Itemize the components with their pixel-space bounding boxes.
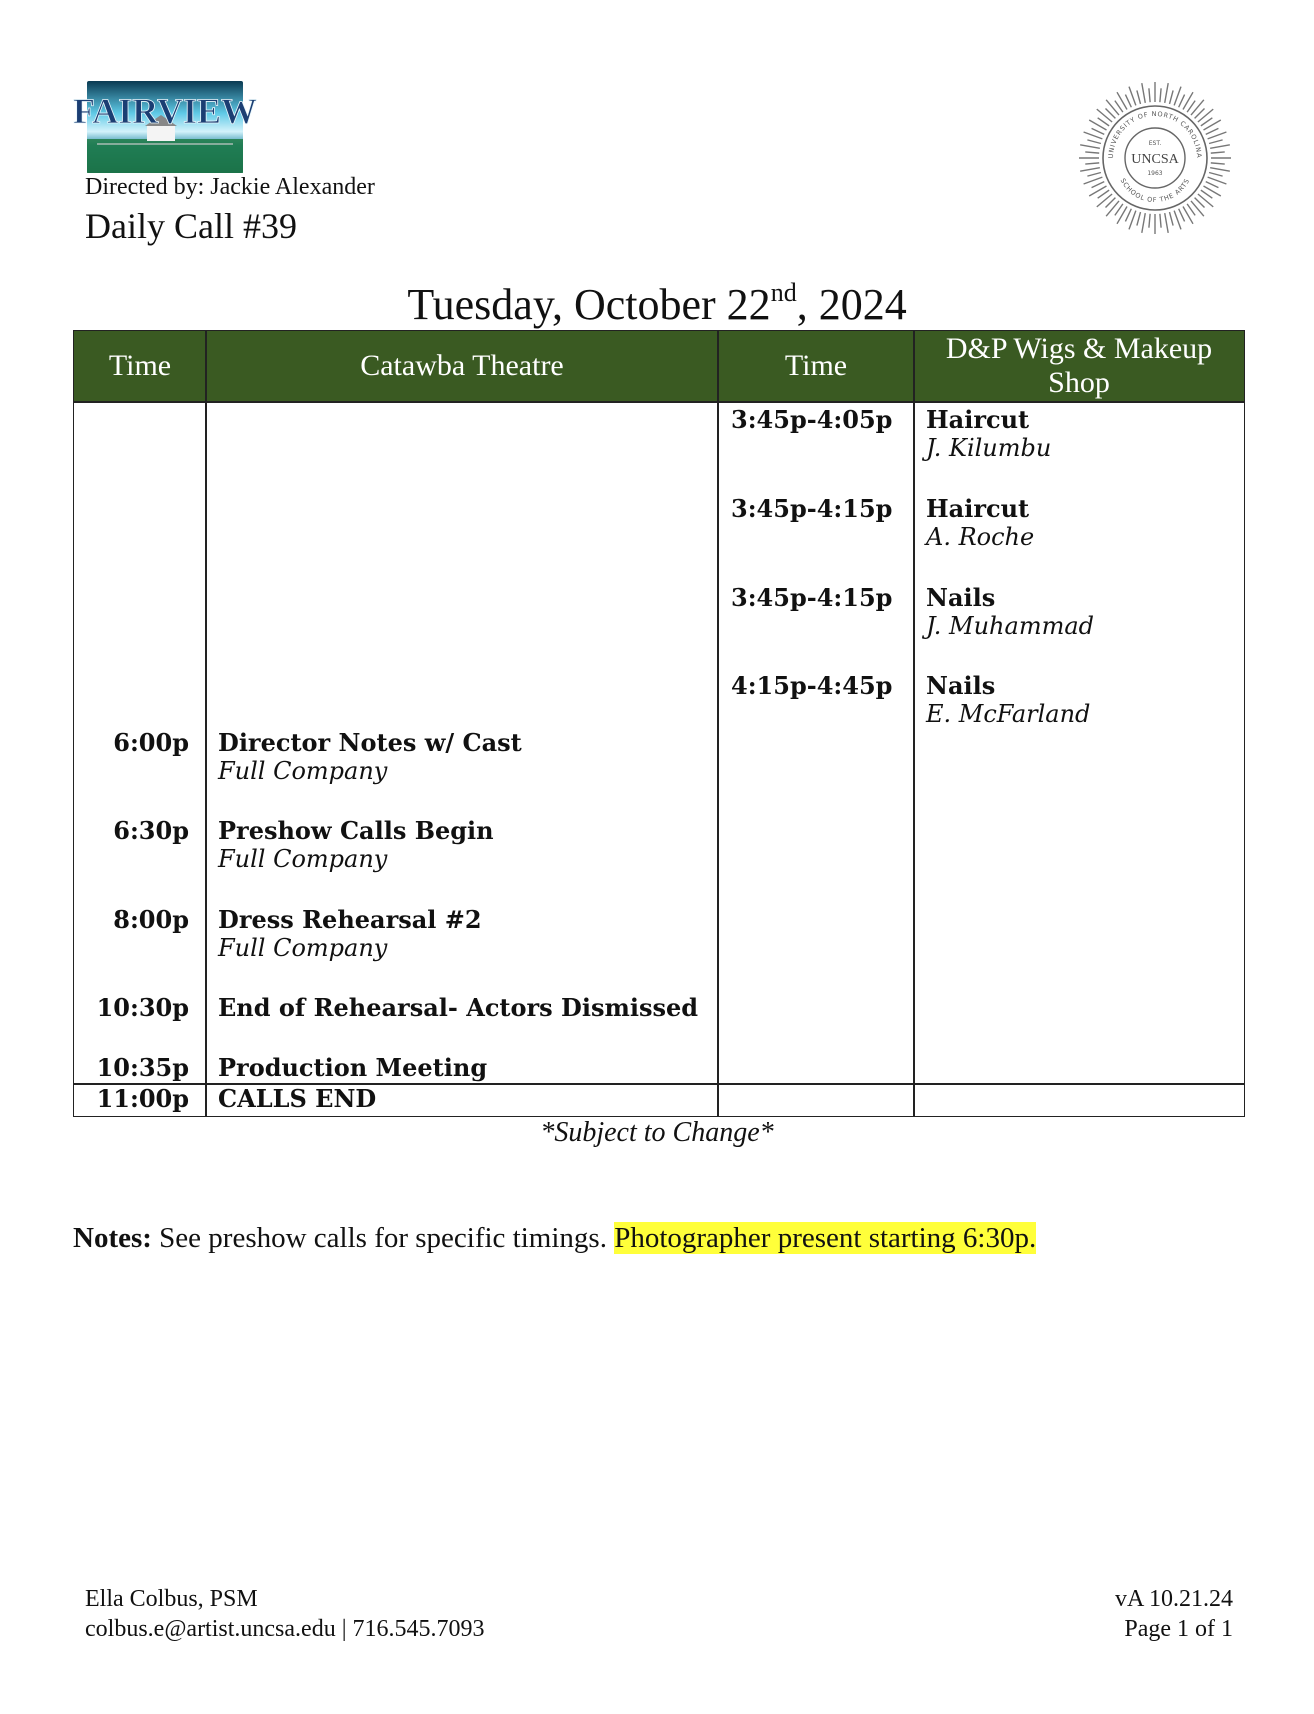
theatre-event-group: Full Company <box>218 845 388 873</box>
seal-est: EST. <box>1148 140 1162 147</box>
shop-time: 4:15p-4:45p <box>731 671 893 700</box>
shop-event-title: Nails <box>926 583 996 612</box>
notes-highlight: Photographer present starting 6:30p. <box>614 1222 1037 1254</box>
footer-contact: colbus.e@artist.uncsa.edu | 716.545.7093 <box>85 1616 485 1642</box>
schedule-table <box>73 330 1245 1117</box>
shop-time: 3:45p-4:15p <box>731 494 893 523</box>
theatre-time: 6:00p <box>113 728 189 757</box>
final-row-title: CALLS END <box>218 1084 377 1113</box>
theatre-event-title: Preshow Calls Begin <box>218 816 494 845</box>
theatre-event-title: End of Rehearsal- Actors Dismissed <box>218 993 699 1022</box>
theatre-time: 10:35p <box>96 1053 189 1082</box>
theatre-time: 8:00p <box>113 905 189 934</box>
shop-time: 3:45p-4:05p <box>731 405 893 434</box>
subject-to-change-note: *Subject to Change* <box>540 1117 774 1148</box>
final-row-time: 11:00p <box>96 1084 189 1113</box>
shop-time: 3:45p-4:15p <box>731 583 893 612</box>
footer-left <box>85 1584 485 1644</box>
date-main: Tuesday, October 22 <box>407 280 771 329</box>
column-divider <box>205 331 207 1116</box>
shop-event-title: Haircut <box>926 405 1030 434</box>
header-catawba-theatre: Catawba Theatre <box>206 331 718 401</box>
shop-event-person: A. Roche <box>926 523 1035 551</box>
seal-name: UNCSA <box>1131 152 1179 167</box>
header-divider <box>74 401 1244 403</box>
theatre-event-group: Full Company <box>218 757 388 785</box>
notes-text: See preshow calls for specific timings. <box>151 1222 615 1254</box>
date-ordinal: nd <box>770 278 797 307</box>
daily-call-title: Daily Call #39 <box>85 206 297 246</box>
footer-right <box>1115 1584 1233 1644</box>
header-time-shop: Time <box>718 331 914 401</box>
svg-text:SCHOOL OF THE ARTS <box>1119 177 1192 204</box>
uncsa-seal <box>1075 78 1235 238</box>
shop-event-person: E. McFarland <box>926 700 1091 728</box>
footer-version: vA 10.21.24 <box>1114 1586 1233 1612</box>
theatre-time: 10:30p <box>96 993 189 1022</box>
seal-year: 1963 <box>1147 170 1163 177</box>
director-credit: Directed by: Jackie Alexander <box>85 174 375 200</box>
footer-page: Page 1 of 1 <box>1124 1616 1233 1642</box>
theatre-event-title: Production Meeting <box>218 1053 488 1082</box>
footer-name: Ella Colbus, PSM <box>85 1586 258 1612</box>
shop-event-title: Haircut <box>926 494 1030 523</box>
header-time-theatre: Time <box>74 331 206 401</box>
column-divider <box>717 331 719 1116</box>
seal-top-text: UNIVERSITY OF NORTH CAROLINA <box>1106 109 1204 159</box>
column-divider <box>913 331 915 1116</box>
theatre-event-group: Full Company <box>218 934 388 962</box>
seal-bottom-text: SCHOOL OF THE ARTS <box>1118 177 1192 205</box>
shop-event-person: J. Muhammad <box>926 612 1094 640</box>
theatre-time: 6:30p <box>113 816 189 845</box>
shop-event-title: Nails <box>926 671 996 700</box>
date-year: , 2024 <box>796 280 907 329</box>
logo-text: FAIRVIEW <box>72 91 258 131</box>
theatre-event-title: Director Notes w/ Cast <box>218 728 522 757</box>
shop-event-person: J. Kilumbu <box>926 434 1052 462</box>
notes-label: Notes: <box>73 1222 152 1254</box>
notes-section <box>73 1222 1036 1255</box>
schedule-date <box>0 278 1314 330</box>
fairview-logo <box>72 81 258 173</box>
theatre-event-title: Dress Rehearsal #2 <box>218 905 482 934</box>
header-wigs-makeup-shop: D&P Wigs & Makeup Shop <box>914 331 1244 401</box>
